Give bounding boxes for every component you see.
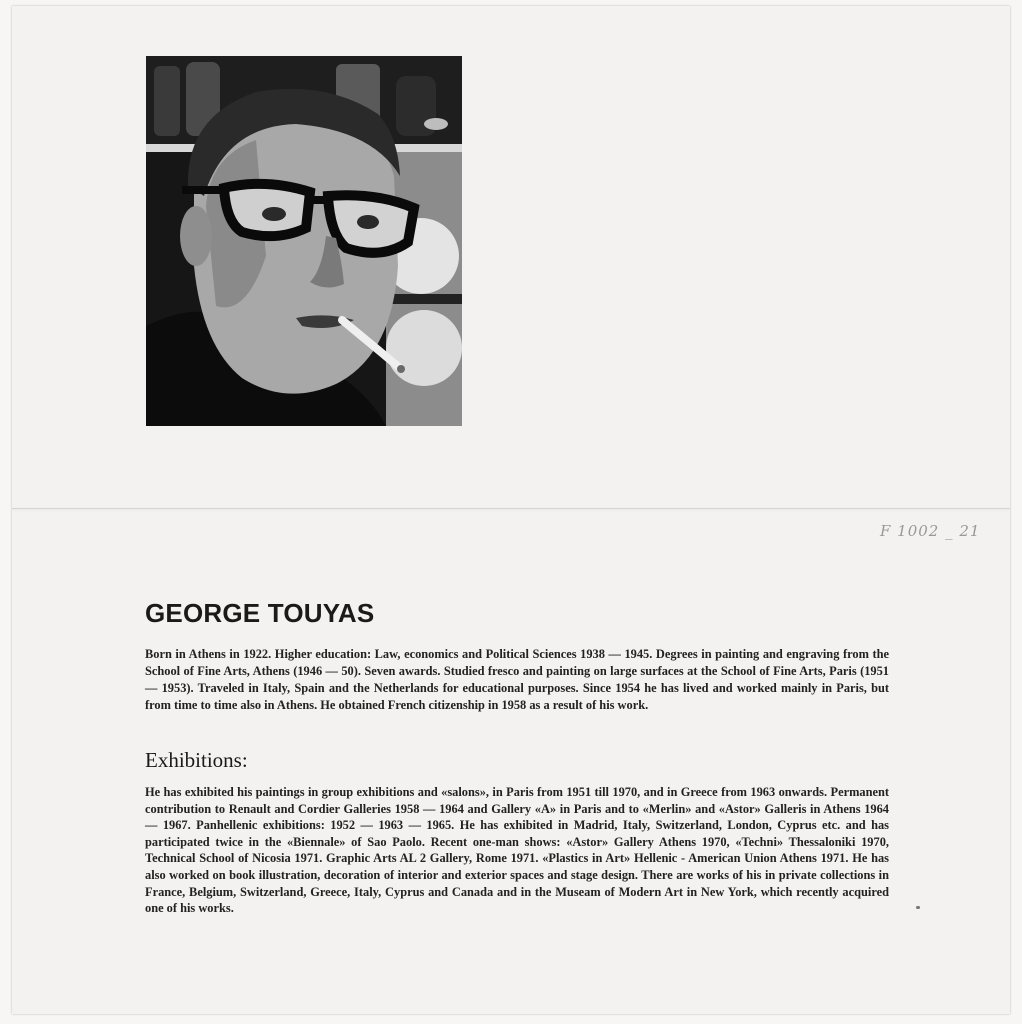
exhibitions-heading: Exhibitions:: [145, 748, 248, 772]
artist-name-heading: GEORGE TOUYAS: [145, 598, 375, 628]
ink-speck: [916, 906, 920, 909]
exhibitions-paragraph: He has exhibited his paintings in group exhibitions and «salons», in Paris from 1951 till 1970, and in Greece from 1963 onwards. Permanent contribution to Renault and Cordier Galleries 1958 — 1964 and Gallery «A» in Paris and to «Merlin» and «Astor» Galleris in Athens 1964 — 1967. Panhellenic exhibitions: 1952 — 1963 — 1965. He has exhibited in Madrid, Italy, Switzerland, London, Cyprus etc. and has participated twice in the «Biennale» of Sao Paolo. Recent one-man shows: «Astor» Gallery Athens 1970, «Techni» Thessaloniki 1970, Technical School of Nicosia 1971. Graphic Arts AL 2 Gallery, Rome 1971. «Plastics in Art» Hellenic - American Union Athens 1971. He has also worked on book illustration, decoration of interior and exterior spaces and stage design. There are works of his in private collections in France, Belgium, Switzerland, Greece, Italy, Cyprus and Canada and in the Museam of Modern Art in New York, which recently acquired one of his works.: [145, 785, 889, 916]
artist-portrait-photo: [146, 56, 462, 426]
fold-crease: [12, 508, 1010, 509]
archive-code-handwritten: F 1002 _ 21: [880, 522, 981, 540]
biography-paragraph: Born in Athens in 1922. Higher education: Law, economics and Political Sciences 1938 — 1945. Degrees in painting and engraving from the School of Fine Arts, Athens (1946 — 50). Seven awards. Studied fresco and painting on large surfaces at the School of Fine Arts, Paris (1951 — 1953). Traveled in Italy, Spain and the Netherlands for educational purposes. Since 1954 he has lived and worked mainly in Paris, but from time to time also in Athens. He obtained French citizenship in 1958 as a result of his work.: [145, 647, 889, 712]
